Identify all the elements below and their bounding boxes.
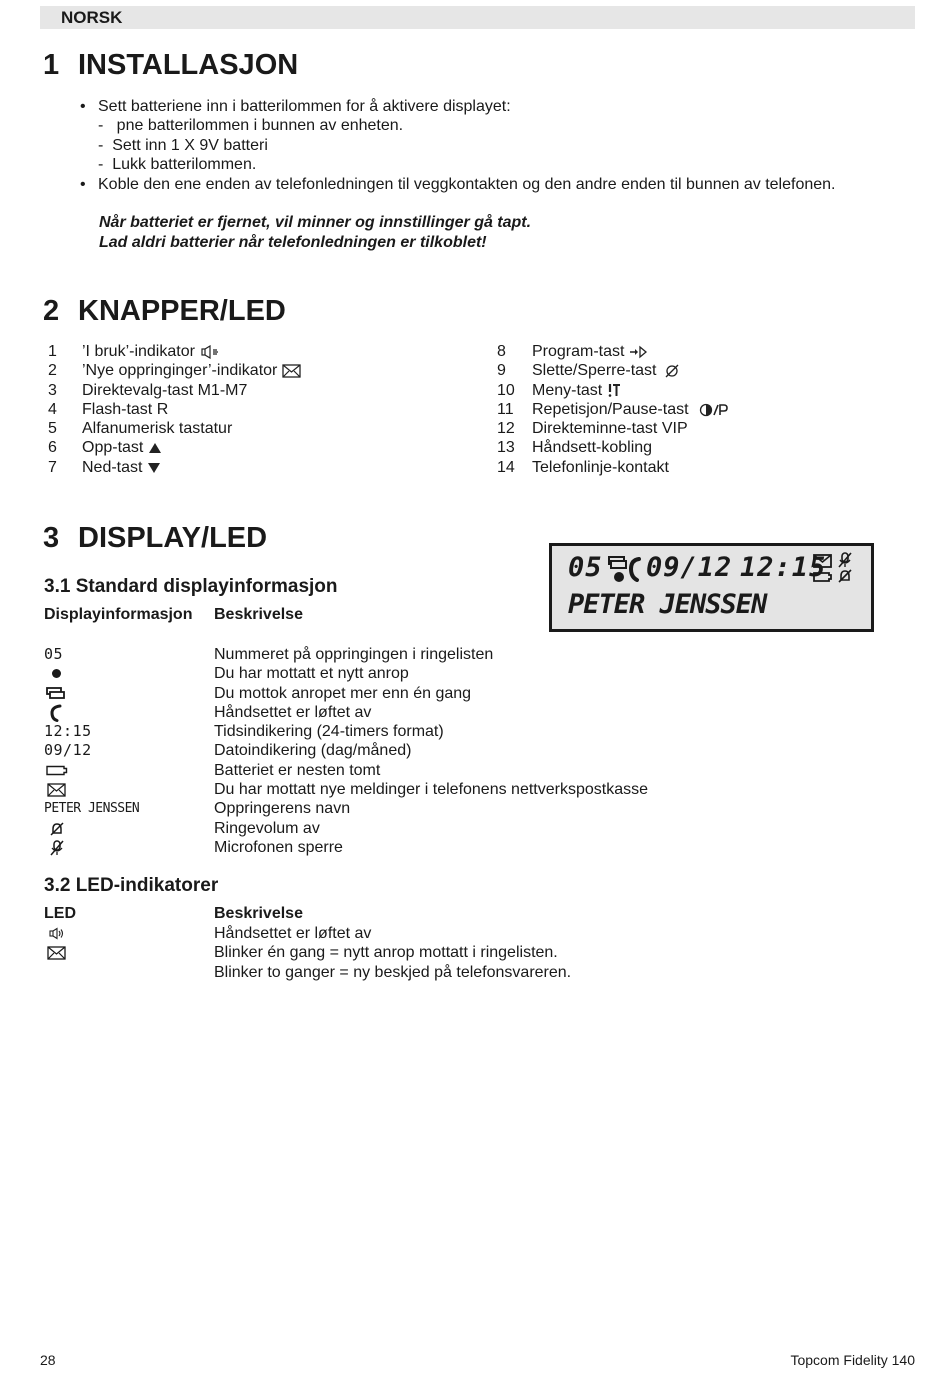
keys-list-left bbox=[48, 342, 468, 477]
item-label-wrap bbox=[82, 458, 161, 477]
item-label-wrap bbox=[532, 361, 682, 380]
delete-icon bbox=[662, 364, 682, 378]
battery-icon bbox=[46, 765, 68, 776]
item-label: Direktevalg-tast M1-M7 bbox=[82, 381, 248, 399]
warning-line: Når batteriet er fjernet, vil minner og innstillinger gå tapt. bbox=[99, 214, 532, 231]
item-number: 14 bbox=[497, 458, 515, 476]
list-item bbox=[80, 116, 835, 135]
section-number: 1 bbox=[43, 49, 60, 81]
section-2-heading bbox=[43, 295, 286, 328]
description: Tidsindikering (24-timers format) bbox=[214, 723, 444, 741]
menu-icon bbox=[607, 383, 621, 397]
table-row bbox=[44, 780, 744, 799]
item-number: 12 bbox=[497, 420, 515, 438]
item-label: Program-tast bbox=[532, 343, 625, 360]
list-item bbox=[48, 342, 468, 361]
bullet-dot: • bbox=[80, 98, 86, 115]
table-row bbox=[44, 722, 744, 741]
symbol-text: 12:15 bbox=[44, 722, 92, 741]
item-label-wrap bbox=[532, 381, 621, 400]
item-number: 6 bbox=[48, 439, 57, 457]
item-label: Slette/Sperre-tast bbox=[532, 362, 657, 380]
bell-off-icon bbox=[838, 569, 852, 583]
item-label: ’I bruk’-indikator bbox=[82, 343, 195, 360]
list-item bbox=[497, 438, 917, 457]
item-number: 5 bbox=[48, 420, 57, 438]
list-item bbox=[48, 381, 468, 400]
step-text: Sett inn 1 X 9V batteri bbox=[112, 136, 268, 154]
dot-icon bbox=[51, 668, 62, 679]
item-number: 11 bbox=[497, 400, 514, 418]
program-icon bbox=[629, 345, 649, 359]
list-item bbox=[48, 458, 468, 477]
item-label: Flash-tast R bbox=[82, 400, 169, 418]
list-item bbox=[80, 97, 835, 116]
item-number: 13 bbox=[497, 439, 515, 457]
list-item bbox=[497, 342, 917, 361]
up-arrow-icon bbox=[148, 442, 162, 454]
repeat-call-icon bbox=[608, 556, 628, 570]
list-item bbox=[497, 419, 917, 438]
item-number: 7 bbox=[48, 458, 57, 476]
lcd-date: 09/12 bbox=[646, 552, 733, 583]
item-number: 8 bbox=[497, 343, 506, 360]
item-label: Telefonlinje-kontakt bbox=[532, 458, 669, 476]
battery-warning bbox=[99, 213, 531, 252]
item-number: 1 bbox=[48, 343, 57, 360]
item-label-wrap bbox=[82, 361, 302, 380]
subsection-heading: 3.2 LED-indikatorer bbox=[44, 875, 219, 896]
dot-icon bbox=[613, 571, 625, 583]
mic-off-icon bbox=[838, 552, 852, 568]
item-label: Repetisjon/Pause-tast bbox=[532, 400, 689, 418]
item-label: Ned-tast bbox=[82, 458, 143, 476]
section-title: KNAPPER/LED bbox=[78, 295, 286, 327]
table-row bbox=[44, 761, 744, 780]
description: Microfonen sperre bbox=[214, 838, 343, 856]
symbol-text: 09/12 bbox=[44, 741, 92, 760]
subsection-heading: 3.1 Standard displayinformasjon bbox=[44, 576, 338, 597]
battery-icon bbox=[813, 571, 833, 582]
section-title: INSTALLASJON bbox=[78, 49, 299, 81]
item-label-wrap bbox=[82, 342, 220, 361]
item-label: Direkteminne-tast VIP bbox=[532, 420, 688, 438]
warning-line: Lad aldri batterier når telefonledningen er tilkoblet! bbox=[99, 233, 487, 251]
bullet-dot: • bbox=[80, 175, 86, 193]
table-row bbox=[44, 684, 744, 703]
step-text: Lukk batterilommen. bbox=[112, 156, 257, 174]
symbol-text: PETER JENSSEN bbox=[44, 801, 140, 817]
list-item bbox=[497, 458, 917, 477]
list-item bbox=[80, 155, 835, 174]
list-item bbox=[48, 361, 468, 380]
envelope-icon bbox=[282, 364, 302, 378]
table-row bbox=[44, 819, 744, 838]
step-dash: - bbox=[98, 136, 104, 154]
lcd-caller-name: PETER JENSSEN bbox=[568, 589, 767, 620]
step-dash: - bbox=[98, 156, 104, 174]
item-label: ’Nye oppringinger’-indikator bbox=[82, 362, 278, 380]
column-header-led: LED bbox=[44, 905, 76, 922]
description: Oppringerens navn bbox=[214, 800, 351, 818]
description: Blinker én gang = nytt anrop mottatt i ringelisten. bbox=[214, 944, 558, 962]
page-number: 28 bbox=[40, 1352, 56, 1368]
description: Du har mottatt et nytt anrop bbox=[214, 665, 409, 683]
description: Håndsettet er løftet av bbox=[214, 925, 372, 942]
redial-pause-icon bbox=[699, 403, 731, 417]
step-text: pne batterilommen i bunnen av enheten. bbox=[116, 117, 404, 135]
description: Ringevolum av bbox=[214, 819, 320, 837]
column-header-display: Displayinformasjon bbox=[44, 606, 193, 623]
table-row bbox=[44, 838, 744, 857]
list-item bbox=[48, 400, 468, 419]
table-row bbox=[44, 645, 744, 664]
install-bullet-list bbox=[80, 97, 835, 194]
item-label: Alfanumerisk tastatur bbox=[82, 420, 233, 438]
handset-icon bbox=[49, 704, 63, 722]
language-header: NORSK bbox=[40, 6, 915, 29]
column-header-description: Beskrivelse bbox=[214, 606, 303, 623]
bullet-text: Sett batteriene inn i batterilommen for å aktivere displayet: bbox=[98, 98, 511, 115]
speaker-icon bbox=[200, 345, 220, 359]
section-1-heading bbox=[43, 49, 298, 82]
repeat-call-icon bbox=[46, 687, 66, 700]
item-label: Meny-tast bbox=[532, 381, 603, 399]
table-row bbox=[44, 703, 744, 722]
description: Blinker to ganger = ny beskjed på telefonsvareren. bbox=[214, 963, 572, 981]
mic-off-icon bbox=[50, 840, 64, 856]
display-info-table bbox=[44, 645, 744, 857]
description: Datoindikering (dag/måned) bbox=[214, 742, 412, 760]
keys-list-right bbox=[497, 342, 917, 477]
item-label-wrap bbox=[82, 438, 162, 457]
item-number: 9 bbox=[497, 362, 506, 380]
description: Håndsettet er løftet av bbox=[214, 703, 372, 721]
lcd-display bbox=[549, 543, 874, 632]
list-item bbox=[497, 381, 917, 400]
description: Du mottok anropet mer enn én gang bbox=[214, 684, 472, 702]
bullet-text: Koble den ene enden av telefonledningen til veggkontakten og den andre enden til bunnen av telefonen. bbox=[98, 175, 836, 193]
envelope-icon bbox=[47, 946, 66, 960]
table-row bbox=[44, 741, 744, 760]
step-dash: - bbox=[98, 117, 104, 135]
section-number: 2 bbox=[43, 295, 60, 327]
list-item bbox=[497, 361, 917, 380]
bell-off-icon bbox=[50, 822, 64, 836]
list-item bbox=[48, 438, 468, 457]
envelope-icon bbox=[47, 783, 66, 797]
list-item bbox=[48, 419, 468, 438]
item-number: 4 bbox=[48, 400, 57, 418]
down-arrow-icon bbox=[147, 462, 161, 474]
list-item bbox=[80, 175, 835, 194]
product-name: Topcom Fidelity 140 bbox=[790, 1352, 915, 1368]
description: Du har mottatt nye meldinger i telefonens nettverkspostkasse bbox=[214, 781, 648, 799]
item-number: 10 bbox=[497, 381, 515, 399]
speaker-icon bbox=[48, 927, 66, 940]
item-label-wrap bbox=[532, 342, 649, 361]
lcd-call-number: 05 bbox=[568, 552, 603, 583]
description: Nummeret på oppringingen i ringelisten bbox=[214, 646, 494, 663]
column-header-description: Beskrivelse bbox=[214, 905, 303, 922]
section-title: DISPLAY/LED bbox=[78, 522, 268, 554]
item-number: 2 bbox=[48, 362, 57, 380]
table-row bbox=[44, 664, 744, 683]
description: Batteriet er nesten tomt bbox=[214, 761, 381, 779]
handset-icon bbox=[628, 556, 642, 582]
item-label: Opp-tast bbox=[82, 439, 144, 457]
list-item bbox=[80, 136, 835, 155]
table-row bbox=[44, 799, 744, 818]
section-3-heading bbox=[43, 522, 267, 555]
envelope-icon bbox=[813, 554, 833, 569]
lcd-time: 12:15 bbox=[740, 552, 827, 583]
item-label: Håndsett-kobling bbox=[532, 439, 653, 457]
symbol-text: 05 bbox=[44, 645, 64, 663]
item-label-wrap bbox=[532, 400, 731, 419]
section-number: 3 bbox=[43, 522, 60, 554]
list-item bbox=[497, 400, 917, 419]
item-number: 3 bbox=[48, 381, 57, 399]
